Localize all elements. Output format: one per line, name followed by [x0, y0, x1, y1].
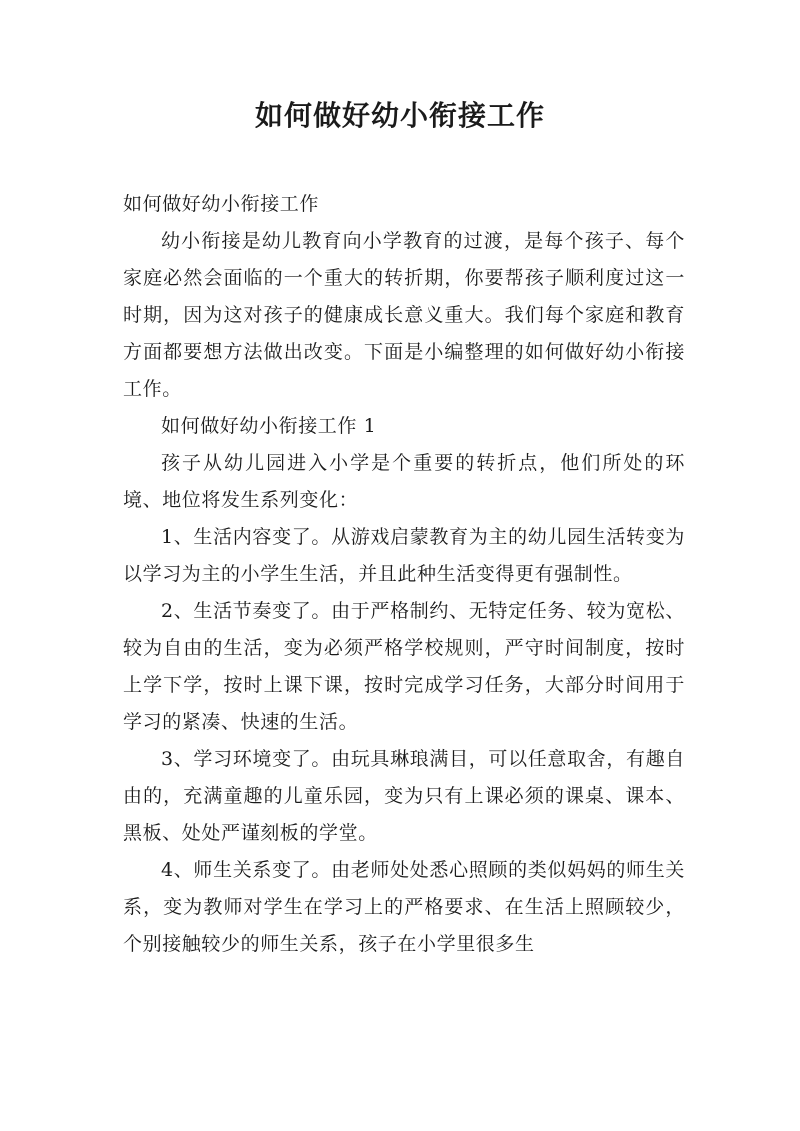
- list-item-1: 1、生活内容变了。从游戏启蒙教育为主的幼儿园生活转变为以学习为主的小学生生活，并且此种生活变得更有强制性。: [123, 526, 685, 585]
- section-heading: 如何做好幼小衔接工作 1: [161, 415, 377, 437]
- body-heading: 如何做好幼小衔接工作: [123, 193, 320, 215]
- list-item-3: 3、学习环境变了。由玩具琳琅满目，可以任意取舍，有趣自由的，充满童趣的儿童乐园，变为只有上课必须的课桌、课本、黑板、处处严谨刻板的学堂。: [123, 748, 685, 844]
- body-paragraph: 孩子从幼儿园进入小学是个重要的转折点，他们所处的环境、地位将发生系列变化：: [123, 452, 685, 511]
- document-title: 如何做好幼小衔接工作: [254, 99, 545, 132]
- list-item-4: 4、师生关系变了。由老师处处悉心照顾的类似妈妈的师生关系，变为教师对学生在学习上的严格要求、在生活上照顾较少，个别接触较少的师生关系，孩子在小学里很多生: [123, 859, 685, 955]
- intro-paragraph: 幼小衔接是幼儿教育向小学教育的过渡，是每个孩子、每个家庭必然会面临的一个重大的转折期，你要帮孩子顺利度过这一时期，因为这对孩子的健康成长意义重大。我们每个家庭和教育方面都要想方法做出改变。下面是小编整理的如何做好幼小衔接工作。: [123, 230, 685, 400]
- list-item-2: 2、生活节奏变了。由于严格制约、无特定任务、较为宽松、较为自由的生活，变为必须严格学校规则，严守时间制度，按时上学下学，按时上课下课，按时完成学习任务，大部分时间用于学习的紧凑、快速的生活。: [123, 600, 685, 733]
- document-body: [123, 186, 685, 963]
